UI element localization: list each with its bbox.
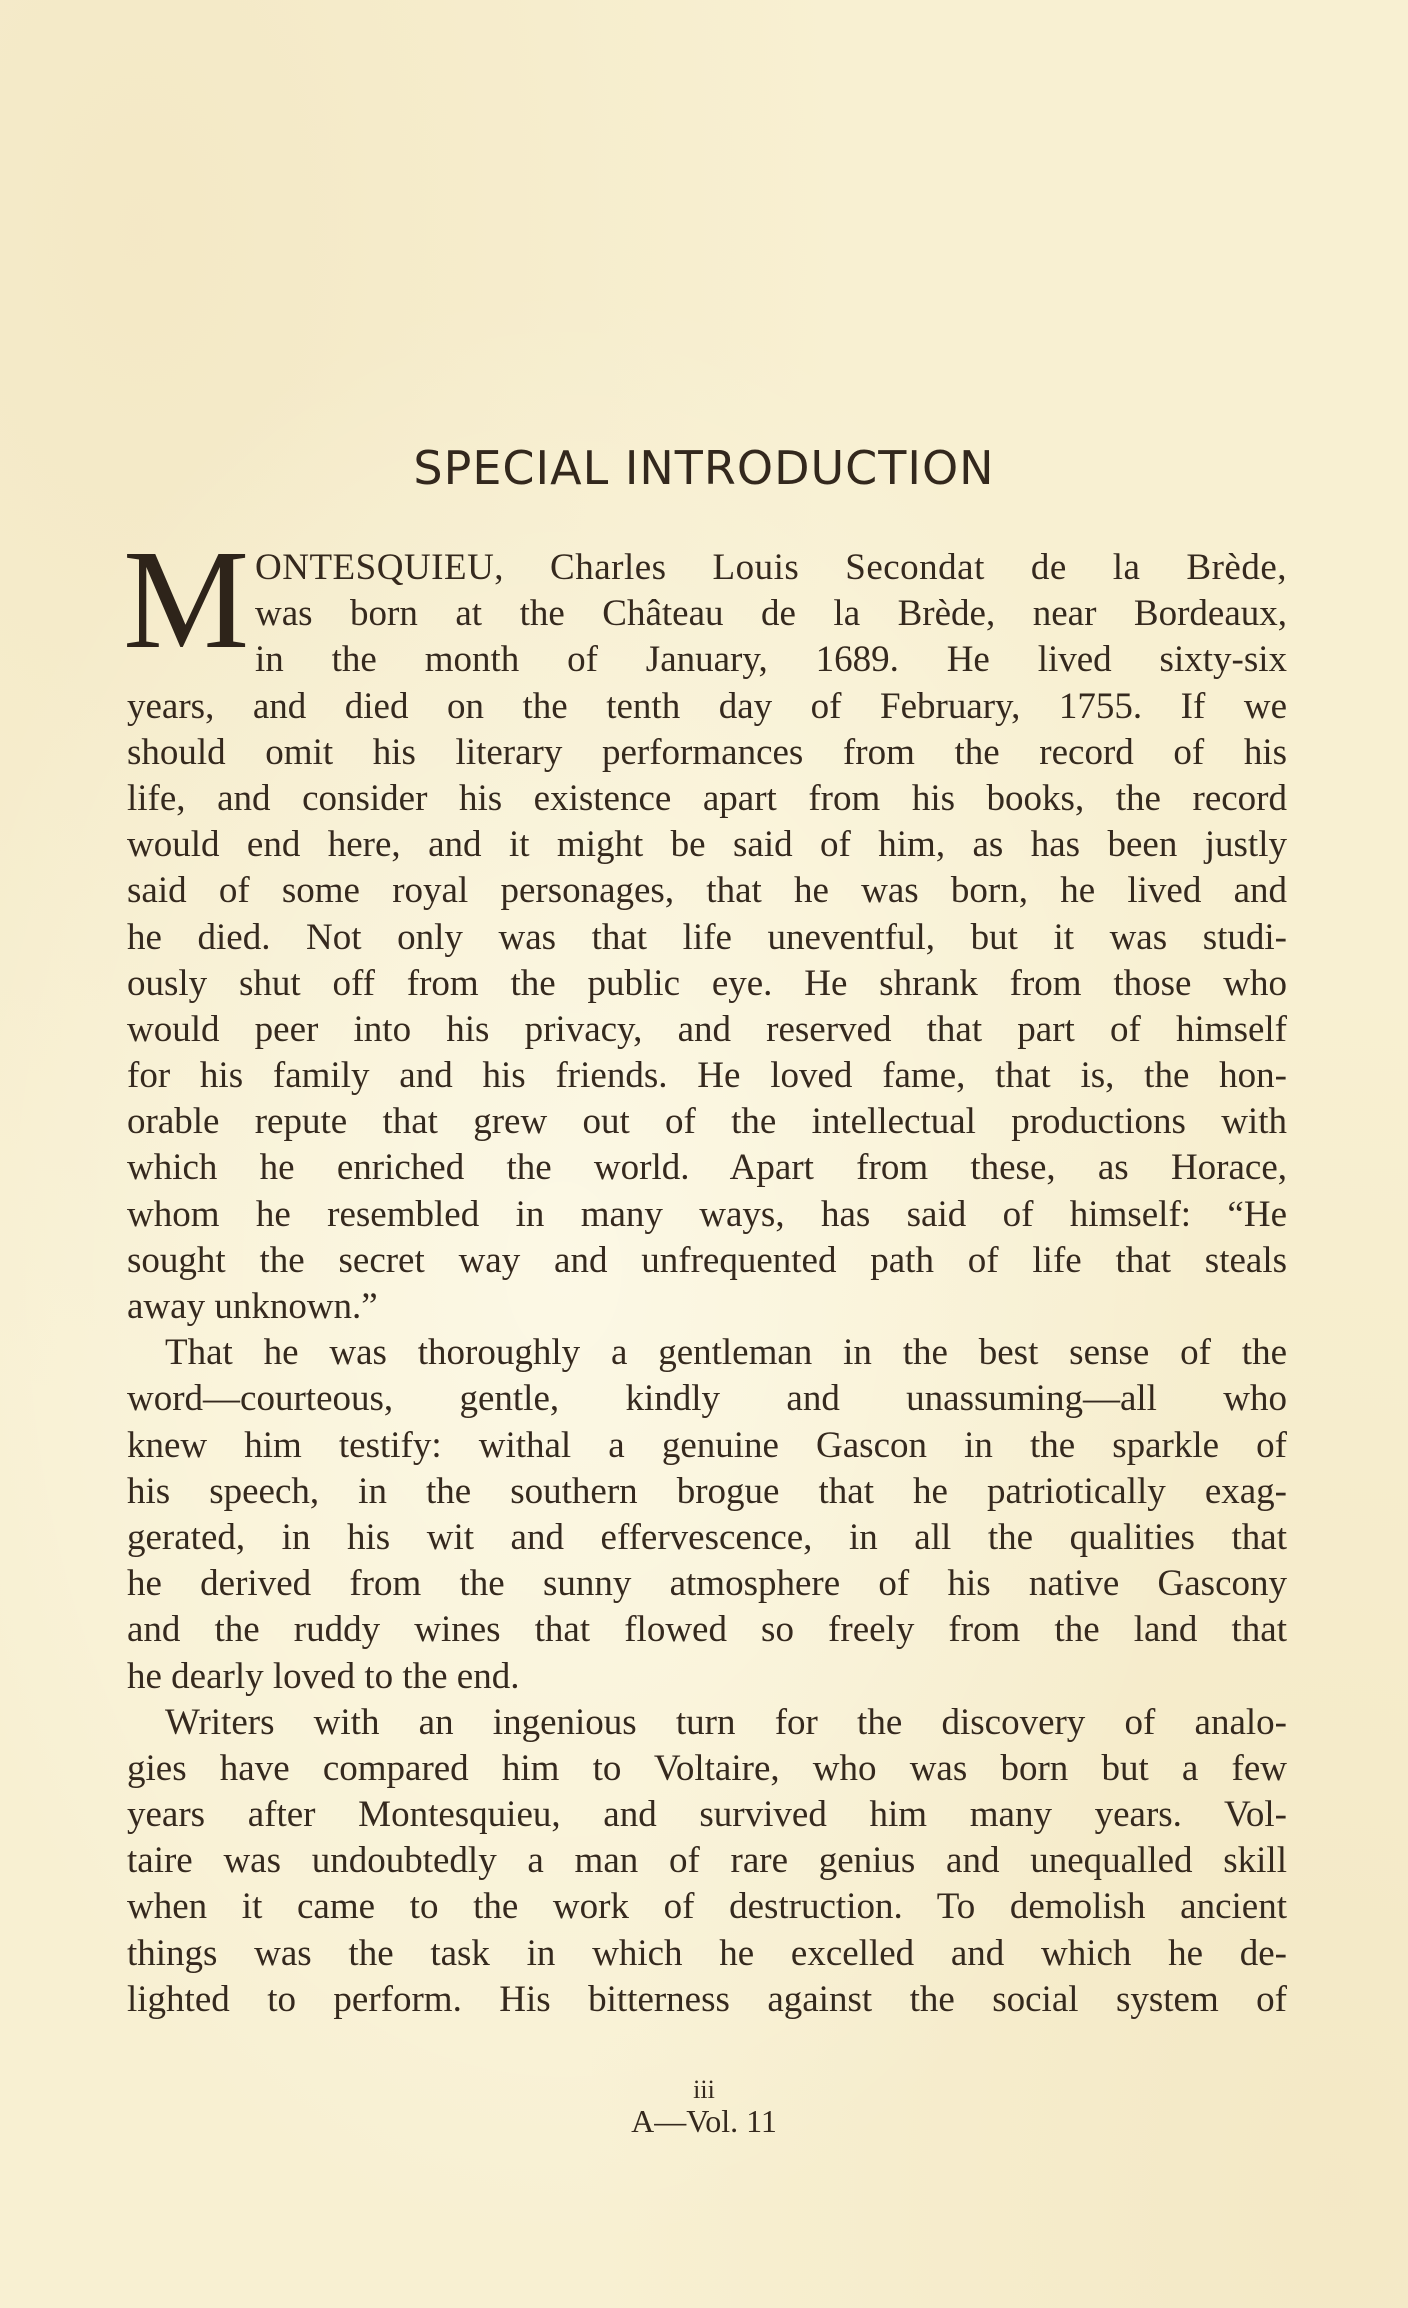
text-line: in the month of January, 1689. He lived sixty-six: [255, 639, 1287, 681]
text-line: knew him testify: withal a genuine Gascon in the sparkle of: [127, 1424, 1287, 1466]
drop-cap: M: [123, 520, 250, 678]
text-line: away unknown.”: [127, 1286, 378, 1327]
text-line: orable repute that grew out of the intellectual productions with: [127, 1101, 1287, 1143]
paragraph-2: [127, 1330, 1287, 1700]
page-title: SPECIAL INTRODUCTION: [413, 440, 995, 495]
page-footer: [0, 2076, 1408, 2138]
text-line: Writers with an ingenious turn for the discovery of analo-: [165, 1701, 1287, 1743]
text-line: lighted to perform. His bitterness against the social system of: [127, 1978, 1287, 2020]
paragraph-1-opening: [123, 520, 1287, 684]
signature-mark: A—Vol. 11: [631, 2103, 777, 2139]
text-line: he dearly loved to the end.: [127, 1655, 520, 1697]
text-line: he died. Not only was that life uneventful, but it was studi-: [127, 916, 1287, 958]
text-line: was born at the Château de la Brède, near Bordeaux,: [255, 593, 1287, 635]
text-line: years after Montesquieu, and survived him many years. Vol-: [127, 1794, 1287, 1836]
text-line: would peer into his privacy, and reserved that part of himself: [127, 1008, 1287, 1050]
text-line: taire was undoubtedly a man of rare genius and unequalled skill: [127, 1840, 1287, 1882]
text-line: his speech, in the southern brogue that he patriotically exag-: [127, 1470, 1287, 1512]
text-line: said of some royal personages, that he was born, he lived and: [127, 870, 1287, 912]
text-line: That he was thoroughly a gentleman in the best sense of the: [165, 1332, 1287, 1374]
text-line: life, and consider his existence apart from his books, the record: [127, 777, 1287, 819]
text-line: should omit his literary performances from the record of his: [127, 731, 1287, 773]
text-line: for his family and his friends. He loved fame, that is, the hon-: [127, 1055, 1287, 1097]
text-line: which he enriched the world. Apart from these, as Horace,: [127, 1147, 1287, 1189]
text-line: word—courteous, gentle, kindly and unassuming—all who: [127, 1378, 1287, 1420]
text-line: things was the task in which he excelled and which he de-: [127, 1932, 1287, 1974]
text-line: sought the secret way and unfrequented path of life that steals: [127, 1239, 1287, 1281]
text-line: gerated, in his wit and effervescence, in all the qualities that: [127, 1516, 1287, 1558]
text-line: he derived from the sunny atmosphere of his native Gascony: [127, 1563, 1287, 1605]
paragraph-1: [127, 684, 1287, 1331]
page-number: iii: [693, 2075, 715, 2104]
text-line: gies have compared him to Voltaire, who was born but a few: [127, 1747, 1287, 1789]
paragraph-3: [127, 1700, 1287, 2023]
body-text: [123, 520, 1287, 2023]
text-line: whom he resembled in many ways, has said of himself: “He: [127, 1193, 1287, 1235]
text-line: years, and died on the tenth day of February, 1755. If we: [127, 685, 1287, 727]
text-line: and the ruddy wines that flowed so freely from the land that: [127, 1609, 1287, 1651]
text-line: when it came to the work of destruction. To demolish ancient: [127, 1886, 1287, 1928]
text-line: would end here, and it might be said of him, as has been justly: [127, 824, 1287, 866]
text-line: ONTESQUIEU, Charles Louis Secondat de la Brède,: [255, 547, 1287, 588]
text-line: ously shut off from the public eye. He shrank from those who: [127, 962, 1287, 1004]
